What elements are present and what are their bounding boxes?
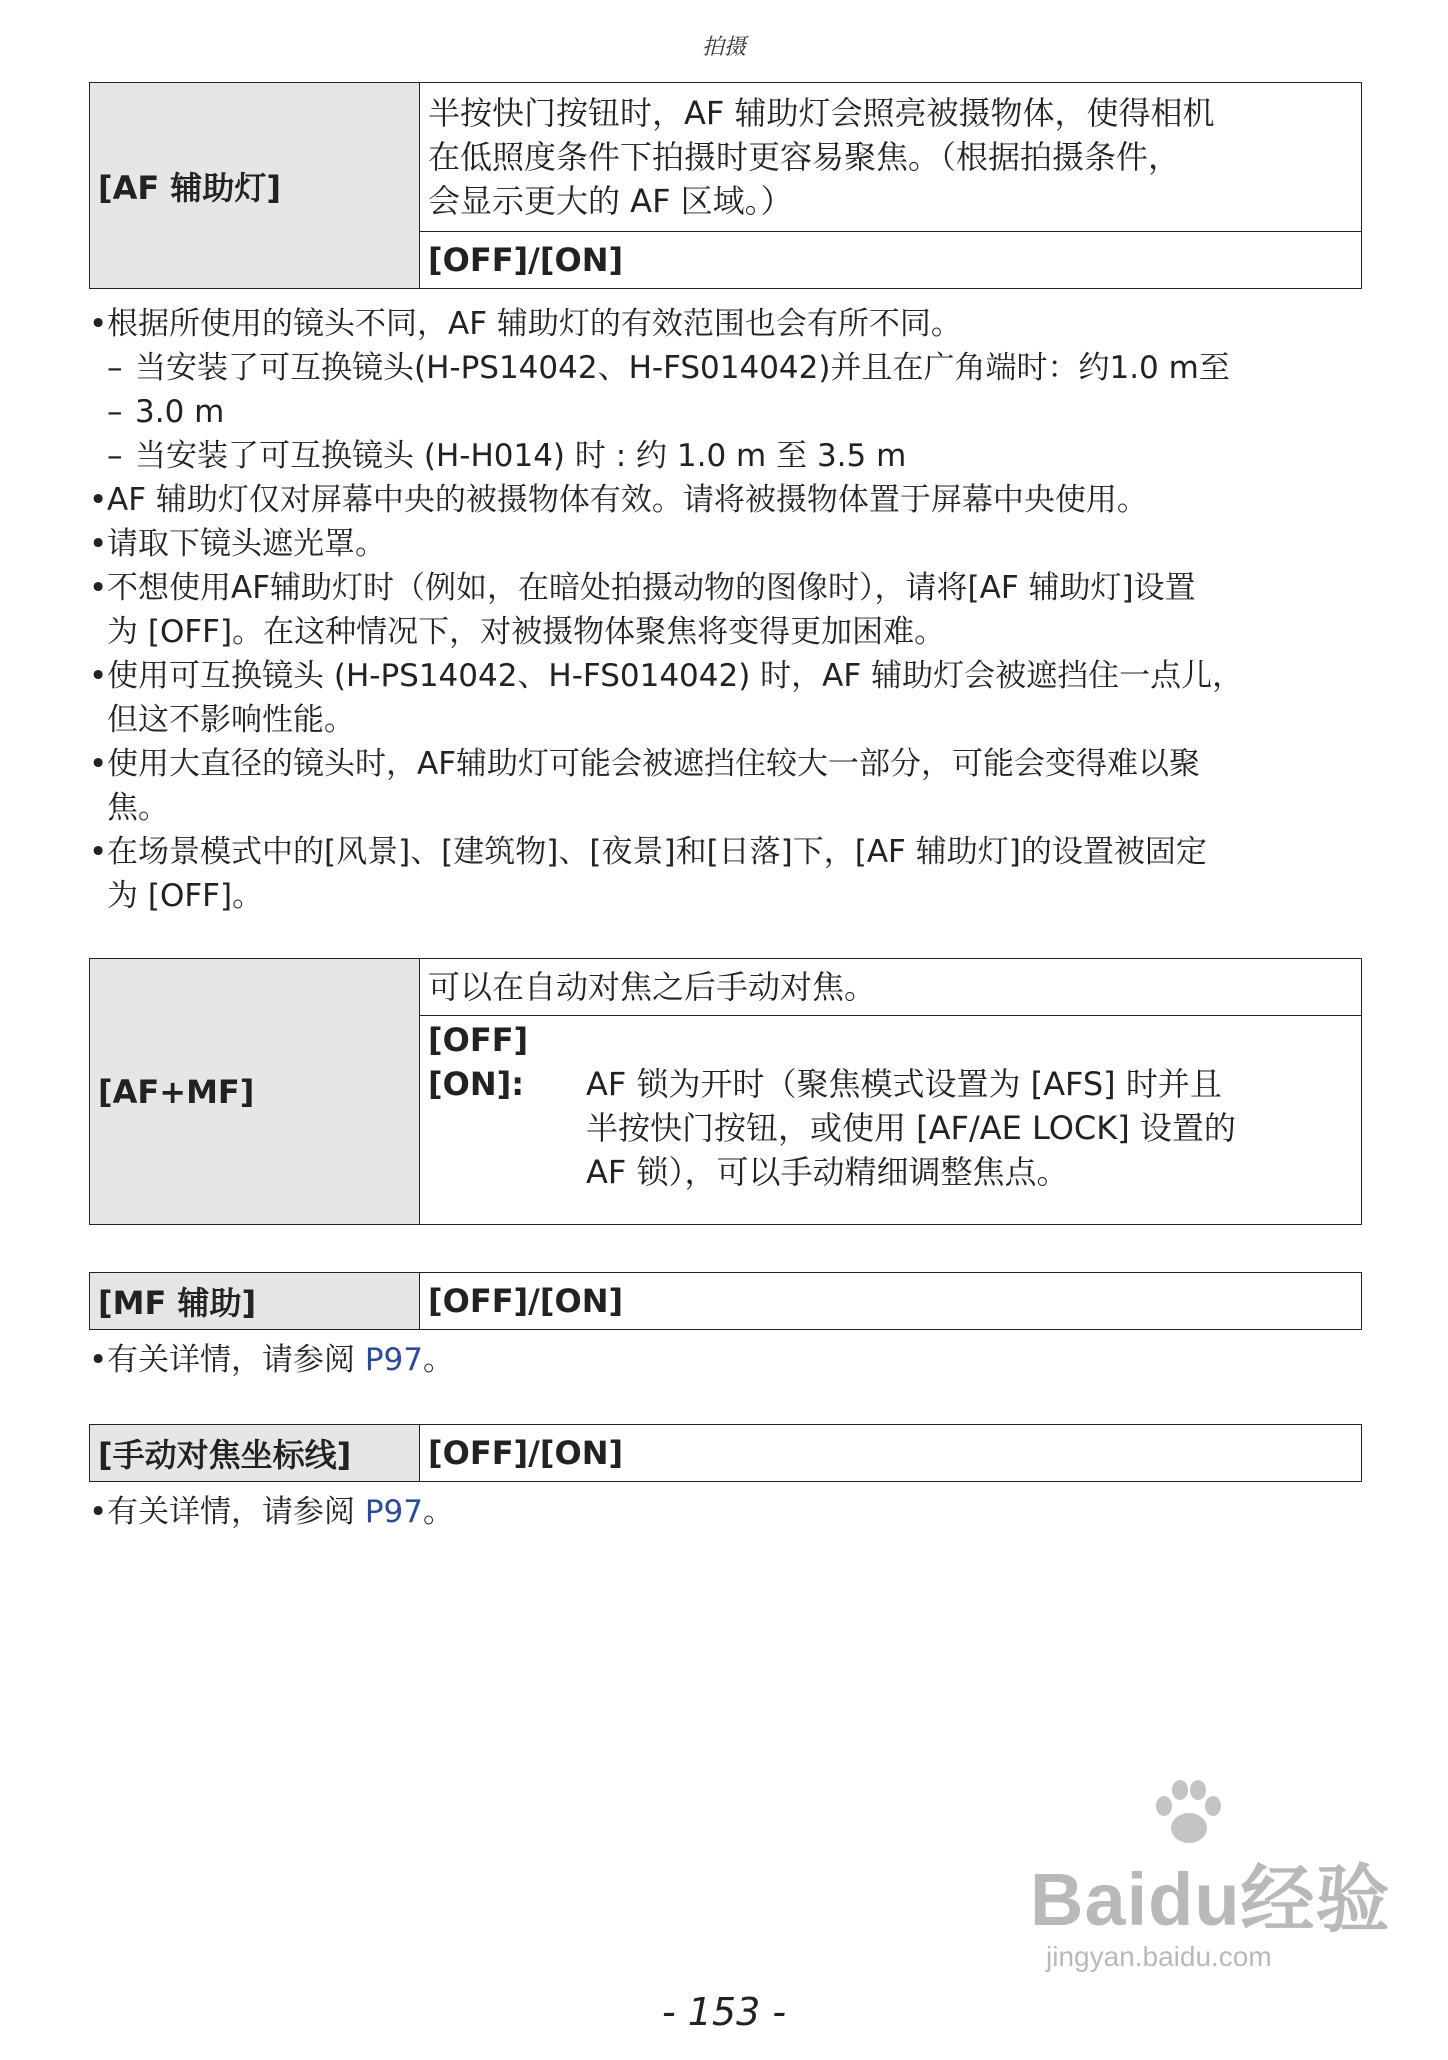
page-number: - 153 -	[661, 1990, 787, 2034]
note-item: • 使用大直径的镜头时，AF辅助灯可能会被遮挡住较大一部分，可能会变得难以聚	[89, 742, 1369, 786]
paw-icon	[1150, 1778, 1226, 1848]
watermark-brand: Baidu经验	[1030, 1858, 1391, 1941]
mf-assist-options: [OFF]/[ON]	[420, 1273, 1362, 1330]
baidu-watermark	[1030, 1860, 1420, 1974]
note-item-continuation: 但这不影响性能。	[107, 702, 355, 738]
watermark-url: jingyan.baidu.com	[1046, 1941, 1272, 1972]
af-mf-on-line: 半按快门按钮，或使用 [AF/AE LOCK] 设置的	[586, 1109, 1236, 1147]
mf-assist-table	[89, 1272, 1362, 1330]
af-mf-on-option	[428, 1062, 1353, 1194]
af-mf-on-line: AF 锁为开时（聚焦模式设置为 [AFS] 时并且	[586, 1065, 1222, 1103]
mf-guide-table	[89, 1424, 1362, 1482]
af-assist-options: [OFF]/[ON]	[420, 232, 1362, 289]
af-assist-notes	[89, 302, 1369, 918]
note-item: • 请取下镜头遮光罩。	[89, 522, 1369, 566]
mf-guide-key: [手动对焦坐标线]	[90, 1425, 420, 1482]
mf-guide-notes	[89, 1490, 1369, 1534]
note-text: 。	[423, 1342, 454, 1378]
note-item: • 根据所使用的镜头不同，AF 辅助灯的有效范围也会有所不同。	[89, 302, 1369, 346]
note-item	[89, 1490, 1369, 1534]
mf-guide-options: [OFF]/[ON]	[420, 1425, 1362, 1482]
af-mf-off-option: [OFF]	[428, 1021, 529, 1059]
af-mf-on-label: [ON]:	[428, 1065, 525, 1103]
af-assist-table	[89, 82, 1362, 289]
af-assist-desc-line: 半按快门按钮时，AF 辅助灯会照亮被摄物体，使得相机	[428, 94, 1215, 132]
note-text: 有关详情，请参阅	[107, 1494, 365, 1530]
af-mf-key: [AF+MF]	[90, 959, 420, 1225]
section-header: 拍摄	[701, 35, 746, 60]
note-item: • 使用可互换镜头 (H-PS14042、H-FS014042) 时，AF 辅助灯会被遮挡住一点儿，	[89, 654, 1369, 698]
note-item-continuation: 为 [OFF]。	[107, 878, 264, 914]
note-item-continuation: 为 [OFF]。在这种情况下，对被摄物体聚焦将变得更加困难。	[107, 614, 946, 650]
mf-assist-notes	[89, 1338, 1369, 1382]
note-item: • 不想使用AF辅助灯时（例如，在暗处拍摄动物的图像时），请将[AF 辅助灯]设置	[89, 566, 1369, 610]
note-text: 有关详情，请参阅	[107, 1342, 365, 1378]
note-item: • 在场景模式中的[风景]、[建筑物]、[夜景]和[日落]下，[AF 辅助灯]的设置被固定	[89, 830, 1369, 874]
note-item	[89, 1338, 1369, 1382]
af-assist-desc-line: 会显示更大的 AF 区域。）	[428, 182, 793, 220]
af-mf-table	[89, 958, 1362, 1225]
note-item-continuation: 焦。	[107, 790, 169, 826]
af-assist-desc-line: 在低照度条件下拍摄时更容易聚焦。（根据拍摄条件，	[428, 138, 1181, 176]
page-reference-link[interactable]: P97	[364, 1494, 423, 1530]
af-mf-options	[420, 1016, 1362, 1225]
af-assist-description	[420, 83, 1362, 232]
note-text: 。	[423, 1494, 454, 1530]
note-subitem-continuation: – 3.0 m	[89, 390, 1369, 434]
note-item: • AF 辅助灯仅对屏幕中央的被摄物体有效。请将被摄物体置于屏幕中央使用。	[89, 478, 1369, 522]
note-subitem: – 当安装了可互换镜头(H-PS14042、H-FS014042)并且在广角端时：约1.0 m至	[89, 346, 1369, 390]
af-mf-description: 可以在自动对焦之后手动对焦。	[420, 959, 1362, 1016]
page-reference-link[interactable]: P97	[364, 1342, 423, 1378]
af-assist-key: [AF 辅助灯]	[90, 83, 420, 289]
mf-assist-key: [MF 辅助]	[90, 1273, 420, 1330]
af-mf-on-line: AF 锁），可以手动精细调整焦点。	[586, 1153, 1069, 1191]
note-subitem: – 当安装了可互换镜头 (H-H014) 时 : 约 1.0 m 至 3.5 m	[89, 434, 1369, 478]
af-mf-on-description	[586, 1062, 1236, 1194]
